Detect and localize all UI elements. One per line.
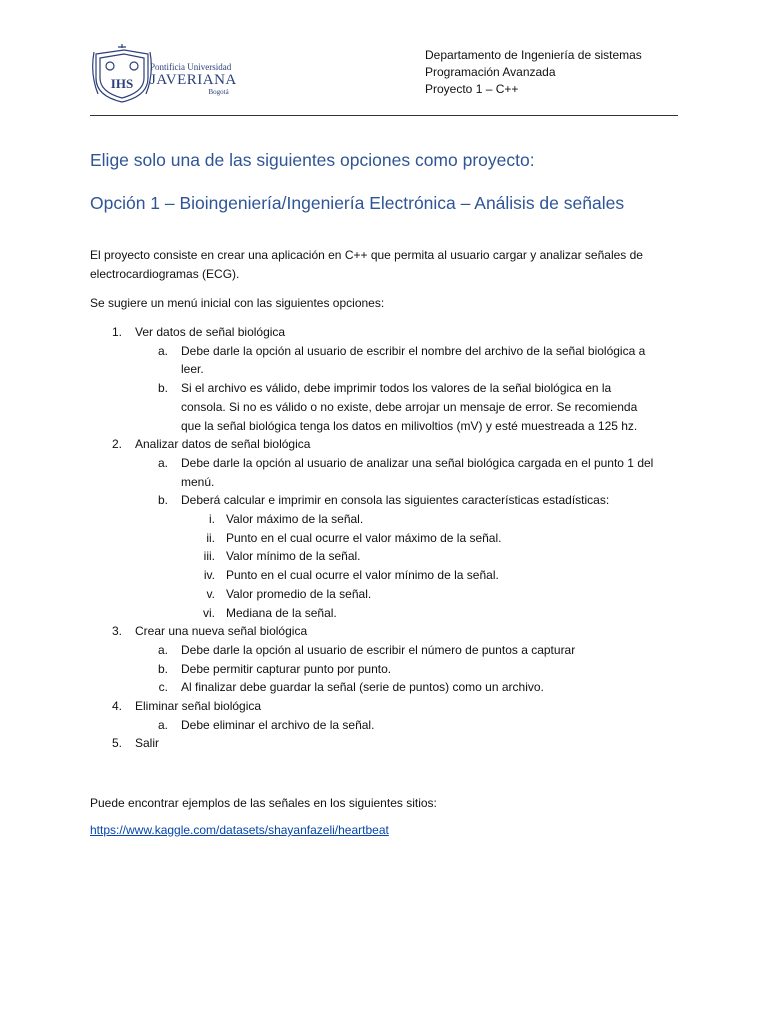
list-text: Al finalizar debe guardar la señal (serie de puntos) como un archivo. [181,680,544,695]
list-marker: 3. [111,624,122,639]
list-text: Deberá calcular e imprimir en consola las siguientes características estadísticas: [181,493,610,508]
examples-intro-paragraph: Puede encontrar ejemplos de las señales en los siguientes sitios: [90,796,437,810]
option-title: Opción 1 – Bioingeniería/Ingeniería Electrónica – Análisis de señales [90,193,625,213]
list-marker: i. [209,512,215,526]
list-text: Ver datos de señal biológica [135,325,286,339]
logo-line-3: Bogotá [208,88,229,96]
list-text: Si el archivo es válido, debe imprimir todos los valores de la señal biológica en la [181,381,612,396]
list-text: Mediana de la señal. [226,605,337,620]
list-marker: 5. [111,736,122,751]
list-text: Punto en el cual ocurre el valor mínimo de la señal. [226,568,499,583]
list-text: Eliminar señal biológica [135,699,262,713]
list-text: Debe permitir capturar punto por punto. [181,661,392,676]
page-heading: Elige solo una de las siguientes opciones como proyecto: [90,150,535,170]
list-text: Salir [135,736,160,751]
list-text: Valor promedio de la señal. [226,586,372,601]
list-marker: 4. [111,699,122,713]
list-marker: b. [157,661,168,676]
list-marker: b. [157,381,168,396]
list-marker: a. [157,343,168,358]
list-text: Debe darle la opción al usuario de escribir el nombre del archivo de la señal biológica a [181,343,646,358]
list-marker: ii. [206,530,215,545]
header-project: Proyecto 1 – C++ [425,82,519,96]
list-marker: a. [157,455,168,470]
list-marker: b. [157,493,168,508]
list-marker: a. [157,717,168,732]
header-department: Departamento de Ingeniería de sistemas [425,48,642,62]
document-header [425,47,642,98]
list-text: Punto en el cual ocurre el valor máximo de la señal. [226,530,502,545]
emblem-letters: IHS [110,76,134,91]
header-divider [90,115,678,116]
kaggle-link[interactable]: https://www.kaggle.com/datasets/shayanfazeli/heartbeat [90,823,389,837]
list-marker: v. [206,586,215,601]
list-text: consola. Si no es válido o no existe, debe arrojar un mensaje de error. Se recomienda [181,399,638,414]
list-marker: 1. [111,325,122,339]
list-text: que la señal biológica tenga los datos en milivoltios (mV) y esté muestreada a 125 hz. [181,418,638,433]
list-text: menú. [181,474,215,489]
list-text: Analizar datos de señal biológica [135,437,311,452]
list-marker: c. [158,680,168,695]
logo-line-2: JAVERIANA [150,72,237,88]
intro-paragraph: El proyecto consiste en crear una aplicación en C++ que permita al usuario cargar y analizar señales de electrocardiogramas (ECG). [90,248,643,281]
list-marker: iii. [203,549,215,564]
header-course: Programación Avanzada [425,65,556,79]
list-text: Valor mínimo de la señal. [226,549,361,564]
list-text: Crear una nueva señal biológica [135,624,308,639]
list-text: Debe eliminar el archivo de la señal. [181,717,375,732]
menu-intro-paragraph: Se sugiere un menú inicial con las siguientes opciones: [90,296,385,310]
list-text: Debe darle la opción al usuario de escribir el número de puntos a capturar [181,642,576,657]
list-text: Valor máximo de la señal. [226,512,364,526]
list-marker: vi. [203,605,215,620]
list-marker: a. [157,642,168,657]
list-marker: iv. [203,568,215,583]
list-text: Debe darle la opción al usuario de analizar una señal biológica cargada en el punto 1 del [181,455,654,470]
list-text: leer. [181,362,204,377]
logo-wordmark [150,62,237,96]
logo-line-1: Pontificia Universidad [150,62,232,72]
list-marker: 2. [111,437,122,452]
